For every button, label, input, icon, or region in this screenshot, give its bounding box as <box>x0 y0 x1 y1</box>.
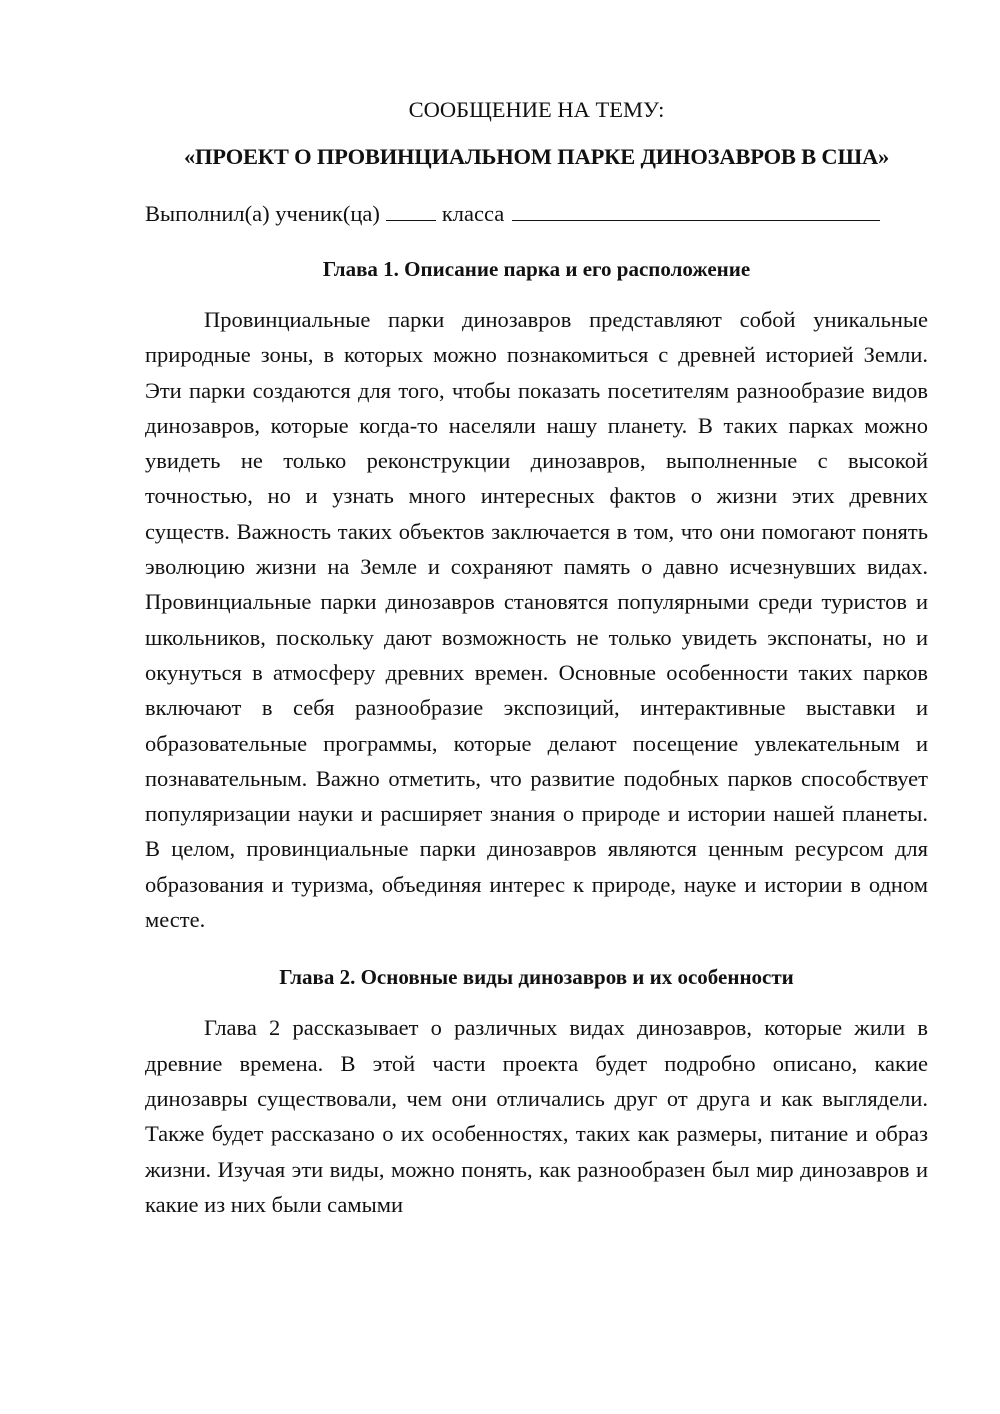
author-line <box>145 200 928 228</box>
chapter-1-paragraph: Провинциальные парки динозавров представляют собой уникальные природные зоны, в которых можно познакомиться с древней историей Земли. Эти парки создаются для того, чтобы показать посетителям разнообразие видов динозавров, которые когда-то населяли нашу планету. В таких парках можно увидеть не только реконструкции динозавров, выполненные с высокой точностью, но и узнать много интересных фактов о жизни этих древних существ. Важность таких объектов заключается в том, что они помогают понять эволюцию жизни на Земле и сохраняют память о давно исчезнувших видах. Провинциальные парки динозавров становятся популярными среди туристов и школьников, поскольку дают возможность не только увидеть экспонаты, но и окунуться в атмосферу древних времен. Основные особенности таких парков включают в себя разнообразие экспозиций, интерактивные выставки и образовательные программы, которые делают посещение увлекательным и познавательным. Важно отметить, что развитие подобных парков способствует популяризации науки и расширяет знания о природе и истории нашей планеты. В целом, провинциальные парки динозавров являются ценным ресурсом для образования и туризма, объединяя интерес к природе, науке и истории в одном месте. <box>145 307 928 933</box>
chapter-1-heading: Глава 1. Описание парка и его расположение <box>322 257 751 281</box>
chapter-2-heading: Глава 2. Основные виды динозавров и их особенности <box>279 965 794 990</box>
chapter-2-paragraph: Глава 2 рассказывает о различных видах динозавров, которые жили в древние времена. В этой части проекта будет подробно описано, какие динозавры существовали, чем они отличались друг от друга и как выглядели. Также будет рассказано о их особенностях, таких как размеры, питание и образ жизни. Изучая эти виды, можно понять, как разнообразен был мир динозавров и какие из них были самыми <box>145 1015 928 1217</box>
document-page <box>145 96 928 1222</box>
class-label: класса <box>441 201 505 226</box>
class-number-blank <box>386 200 436 221</box>
document-title-line-1: СООБЩЕНИЕ НА ТЕМУ: <box>408 97 665 122</box>
document-title-line-2: «ПРОЕКТ О ПРОВИНЦИАЛЬНОМ ПАРКЕ ДИНОЗАВРОВ В США» <box>183 144 890 169</box>
student-label: Выполнил(а) ученик(ца) <box>145 201 380 226</box>
student-name-blank <box>512 200 880 221</box>
